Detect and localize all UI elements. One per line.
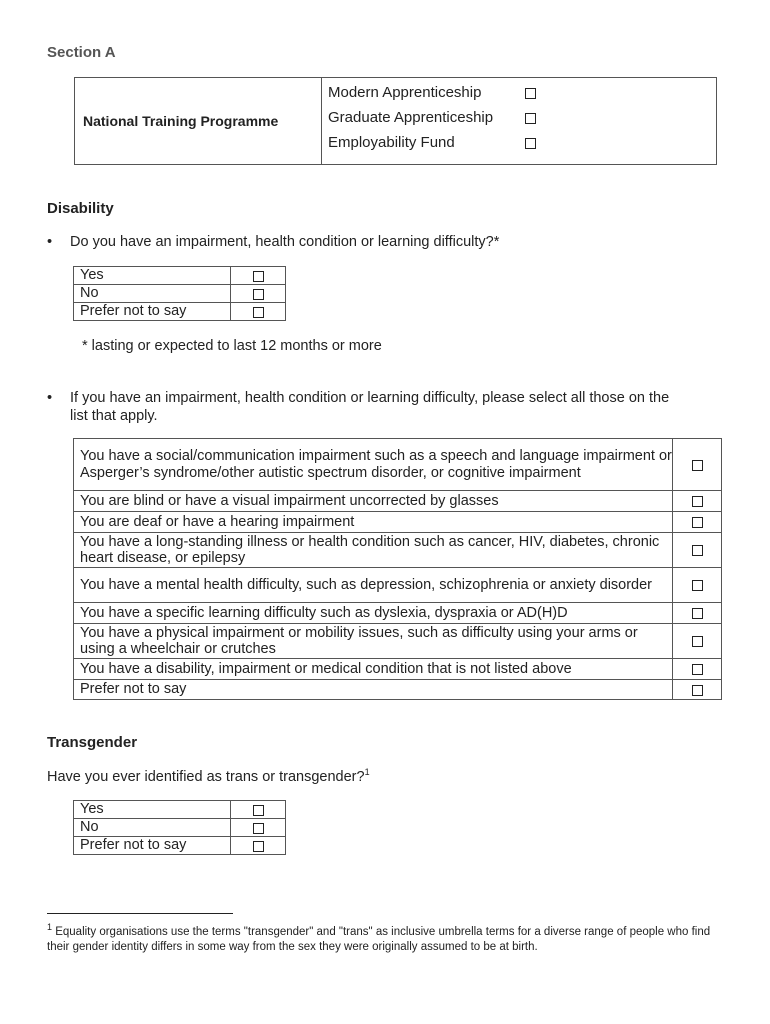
ntp-label: National Training Programme [75,78,322,165]
transgender-answer-table [73,800,286,855]
disability-question-2-line-2: list that apply. [70,408,158,424]
impairment-label: You have a long-standing illness or health condition such as cancer, HIV, diabetes, chronic heart disease, or epilepsy [74,533,673,568]
disability-question-2-line-1: If you have an impairment, health condition or learning difficulty, please select all those on the [70,390,670,406]
impairment-checkbox[interactable] [692,608,703,619]
bullet-icon: • [47,390,53,406]
transgender-question-text: Have you ever identified as trans or transgender? [47,768,365,785]
footnote-text: Equality organisations use the terms "transgender" and "trans" as inclusive umbrella terms for a diverse range of people who find their gender identity differs in some way from the sex they were originally assumed to be at birth. [47,925,711,953]
table-row [74,603,722,624]
option-no-label: No [74,285,231,303]
impairment-checkbox[interactable] [692,664,703,675]
transgender-question [47,767,370,785]
ntp-checkbox-modern[interactable] [525,88,536,99]
ntp-checkbox-employability[interactable] [525,138,536,149]
table-row [74,439,722,491]
trans-option-prefer-not-label: Prefer not to say [74,837,231,855]
disability-answer-table [73,266,286,321]
footnote [47,920,727,955]
option-prefer-not-label: Prefer not to say [74,303,231,321]
table-row [74,837,286,855]
impairment-checkbox[interactable] [692,636,703,647]
impairment-label: You have a disability, impairment or medical condition that is not listed above [74,659,673,680]
disability-question-1-text: Do you have an impairment, health condition or learning difficulty?* [70,234,500,250]
trans-option-prefer-not-checkbox[interactable] [253,841,264,852]
transgender-heading: Transgender [47,734,138,751]
impairment-checkbox[interactable] [692,460,703,471]
disability-question-2 [47,389,730,425]
table-row [74,801,286,819]
ntp-option-graduate: Graduate Apprenticeship [328,109,494,126]
option-no-checkbox[interactable] [253,289,264,300]
impairment-label: Prefer not to say [74,680,673,700]
disability-question-1 [47,234,500,250]
disability-heading: Disability [47,200,114,217]
table-row [74,568,722,603]
footnote-divider [47,913,233,914]
table-row [74,624,722,659]
footnote-marker: 1 [47,922,53,932]
section-title: Section A [47,44,116,61]
impairment-label: You have a specific learning difficulty such as dyslexia, dyspraxia or AD(H)D [74,603,673,624]
table-row [74,680,722,700]
impairment-checkbox[interactable] [692,496,703,507]
impairment-label: You have a social/communication impairment such as a speech and language impairment or Asperger’s syndrome/other autistic spectrum disorder, or cognitive impairment [74,439,673,491]
ntp-option-modern: Modern Apprenticeship [328,84,482,101]
impairment-label: You are deaf or have a hearing impairment [74,512,673,533]
table-row [74,267,286,285]
table-row [74,512,722,533]
table-row [74,303,286,321]
trans-option-no-checkbox[interactable] [253,823,264,834]
impairment-checkbox[interactable] [692,580,703,591]
trans-option-no-label: No [74,819,231,837]
footnote-reference: 1 [364,767,370,777]
table-row [74,491,722,512]
option-yes-checkbox[interactable] [253,271,264,282]
option-prefer-not-checkbox[interactable] [253,307,264,318]
impairment-checkbox[interactable] [692,545,703,556]
table-row [74,533,722,568]
ntp-table [74,77,717,165]
table-row [74,659,722,680]
option-yes-label: Yes [74,267,231,285]
impairment-label: You are blind or have a visual impairment uncorrected by glasses [74,491,673,512]
impairment-checkbox[interactable] [692,685,703,696]
disability-note: * lasting or expected to last 12 months or more [82,338,382,354]
ntp-checkbox-graduate[interactable] [525,113,536,124]
trans-option-yes-checkbox[interactable] [253,805,264,816]
ntp-options-cell [322,78,717,165]
impairment-checkbox[interactable] [692,517,703,528]
table-row [74,819,286,837]
ntp-option-employability: Employability Fund [328,134,455,151]
impairment-table [73,438,722,700]
bullet-icon: • [47,234,53,250]
table-row [74,285,286,303]
impairment-label: You have a mental health difficulty, such as depression, schizophrenia or anxiety disorder [74,568,673,603]
impairment-label: You have a physical impairment or mobility issues, such as difficulty using your arms or using a wheelchair or crutches [74,624,673,659]
trans-option-yes-label: Yes [74,801,231,819]
